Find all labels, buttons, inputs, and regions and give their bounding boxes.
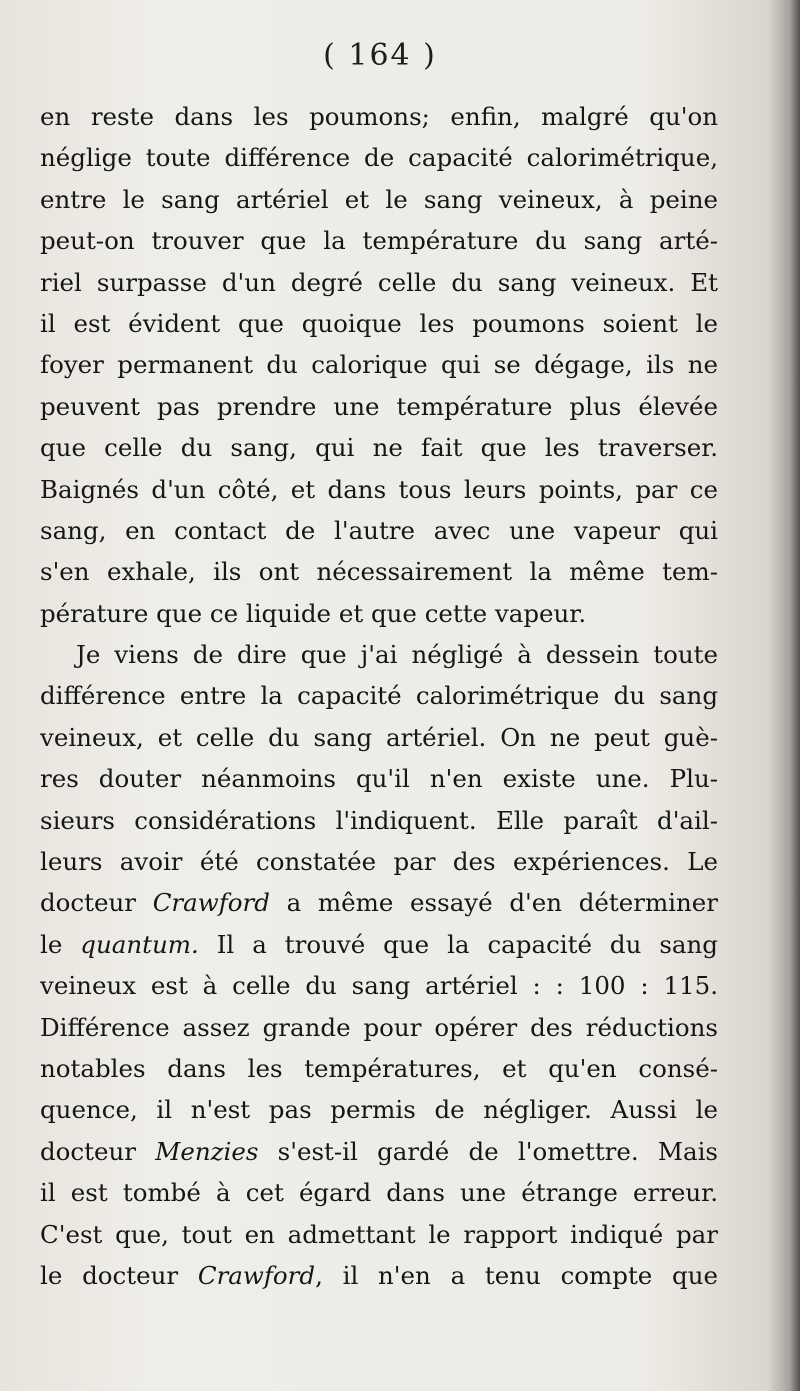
paragraph-end-line: pérature que ce liquide et que cette vapeur. bbox=[40, 598, 587, 628]
line-prefix: le docteur bbox=[40, 1260, 198, 1290]
text-line bbox=[40, 1255, 718, 1296]
italic-name: Menzies bbox=[155, 1136, 259, 1166]
line-suffix: a même essayé d'en déterminer bbox=[269, 888, 719, 918]
text-line: il est évident que quoique les poumons soient le bbox=[40, 308, 718, 338]
text-line: veineux, et celle du sang artériel. On ne peut guè- bbox=[40, 722, 718, 752]
page-edge-shadow bbox=[790, 0, 800, 1391]
text-line: Baignés d'un côté, et dans tous leurs points, par ce bbox=[40, 474, 718, 504]
text-line: peut-on trouver que la température du sang arté- bbox=[40, 226, 718, 256]
italic-name: Crawford bbox=[152, 888, 270, 918]
text-line: s'en exhale, ils ont nécessairement la même tem- bbox=[40, 557, 718, 587]
text-line: entre le sang artériel et le sang veineux, à peine bbox=[40, 184, 718, 214]
text-line: en reste dans les poumons; enfin, malgré qu'on bbox=[40, 102, 718, 131]
text-line: il est tombé à cet égard dans une étrange erreur. bbox=[40, 1178, 718, 1208]
text-line: sieurs considérations l'indiquent. Elle paraît d'ail- bbox=[40, 805, 718, 835]
text-line: néglige toute différence de capacité calorimétrique, bbox=[40, 143, 718, 173]
line-prefix: docteur bbox=[40, 888, 153, 918]
text-line bbox=[40, 1131, 718, 1172]
page-number: ( 164 ) bbox=[323, 38, 437, 73]
line-suffix: , il n'en a tenu compte que bbox=[315, 1260, 719, 1290]
body-text bbox=[40, 96, 718, 1296]
text-line bbox=[40, 882, 718, 923]
paragraph-start-line: Je viens de dire que j'ai négligé à dessein toute bbox=[76, 640, 718, 670]
line-suffix: Il a trouvé que la capacité du sang bbox=[198, 929, 718, 959]
italic-name: Crawford bbox=[197, 1260, 316, 1290]
text-line: Différence assez grande pour opérer des réductions bbox=[40, 1012, 718, 1042]
text-line: foyer permanent du calorique qui se dégage, ils ne bbox=[40, 350, 718, 380]
italic-term: quantum. bbox=[80, 929, 199, 959]
text-line: que celle du sang, qui ne fait que les traverser. bbox=[40, 433, 718, 463]
text-line: leurs avoir été constatée par des expériences. Le bbox=[40, 847, 718, 877]
text-line: quence, il n'est pas permis de négliger. Aussi le bbox=[40, 1095, 718, 1125]
text-line: notables dans les températures, et qu'en consé- bbox=[40, 1053, 718, 1083]
text-line: peuvent pas prendre une température plus élevée bbox=[40, 391, 718, 421]
line-prefix: docteur bbox=[40, 1136, 156, 1166]
text-line: différence entre la capacité calorimétrique du sang bbox=[40, 681, 718, 711]
text-line: res douter néanmoins qu'il n'en existe une. Plu- bbox=[40, 764, 718, 794]
text-line: C'est que, tout en admettant le rapport indiqué par bbox=[40, 1219, 718, 1249]
text-line: riel surpasse d'un degré celle du sang veineux. Et bbox=[40, 267, 718, 297]
text-line bbox=[40, 924, 718, 965]
line-prefix: le bbox=[40, 929, 81, 959]
text-line: veineux est à celle du sang artériel : : 100 : 115. bbox=[40, 971, 718, 1001]
text-line: sang, en contact de l'autre avec une vapeur qui bbox=[40, 515, 718, 545]
line-suffix: s'est-il gardé de l'omettre. Mais bbox=[258, 1136, 718, 1166]
